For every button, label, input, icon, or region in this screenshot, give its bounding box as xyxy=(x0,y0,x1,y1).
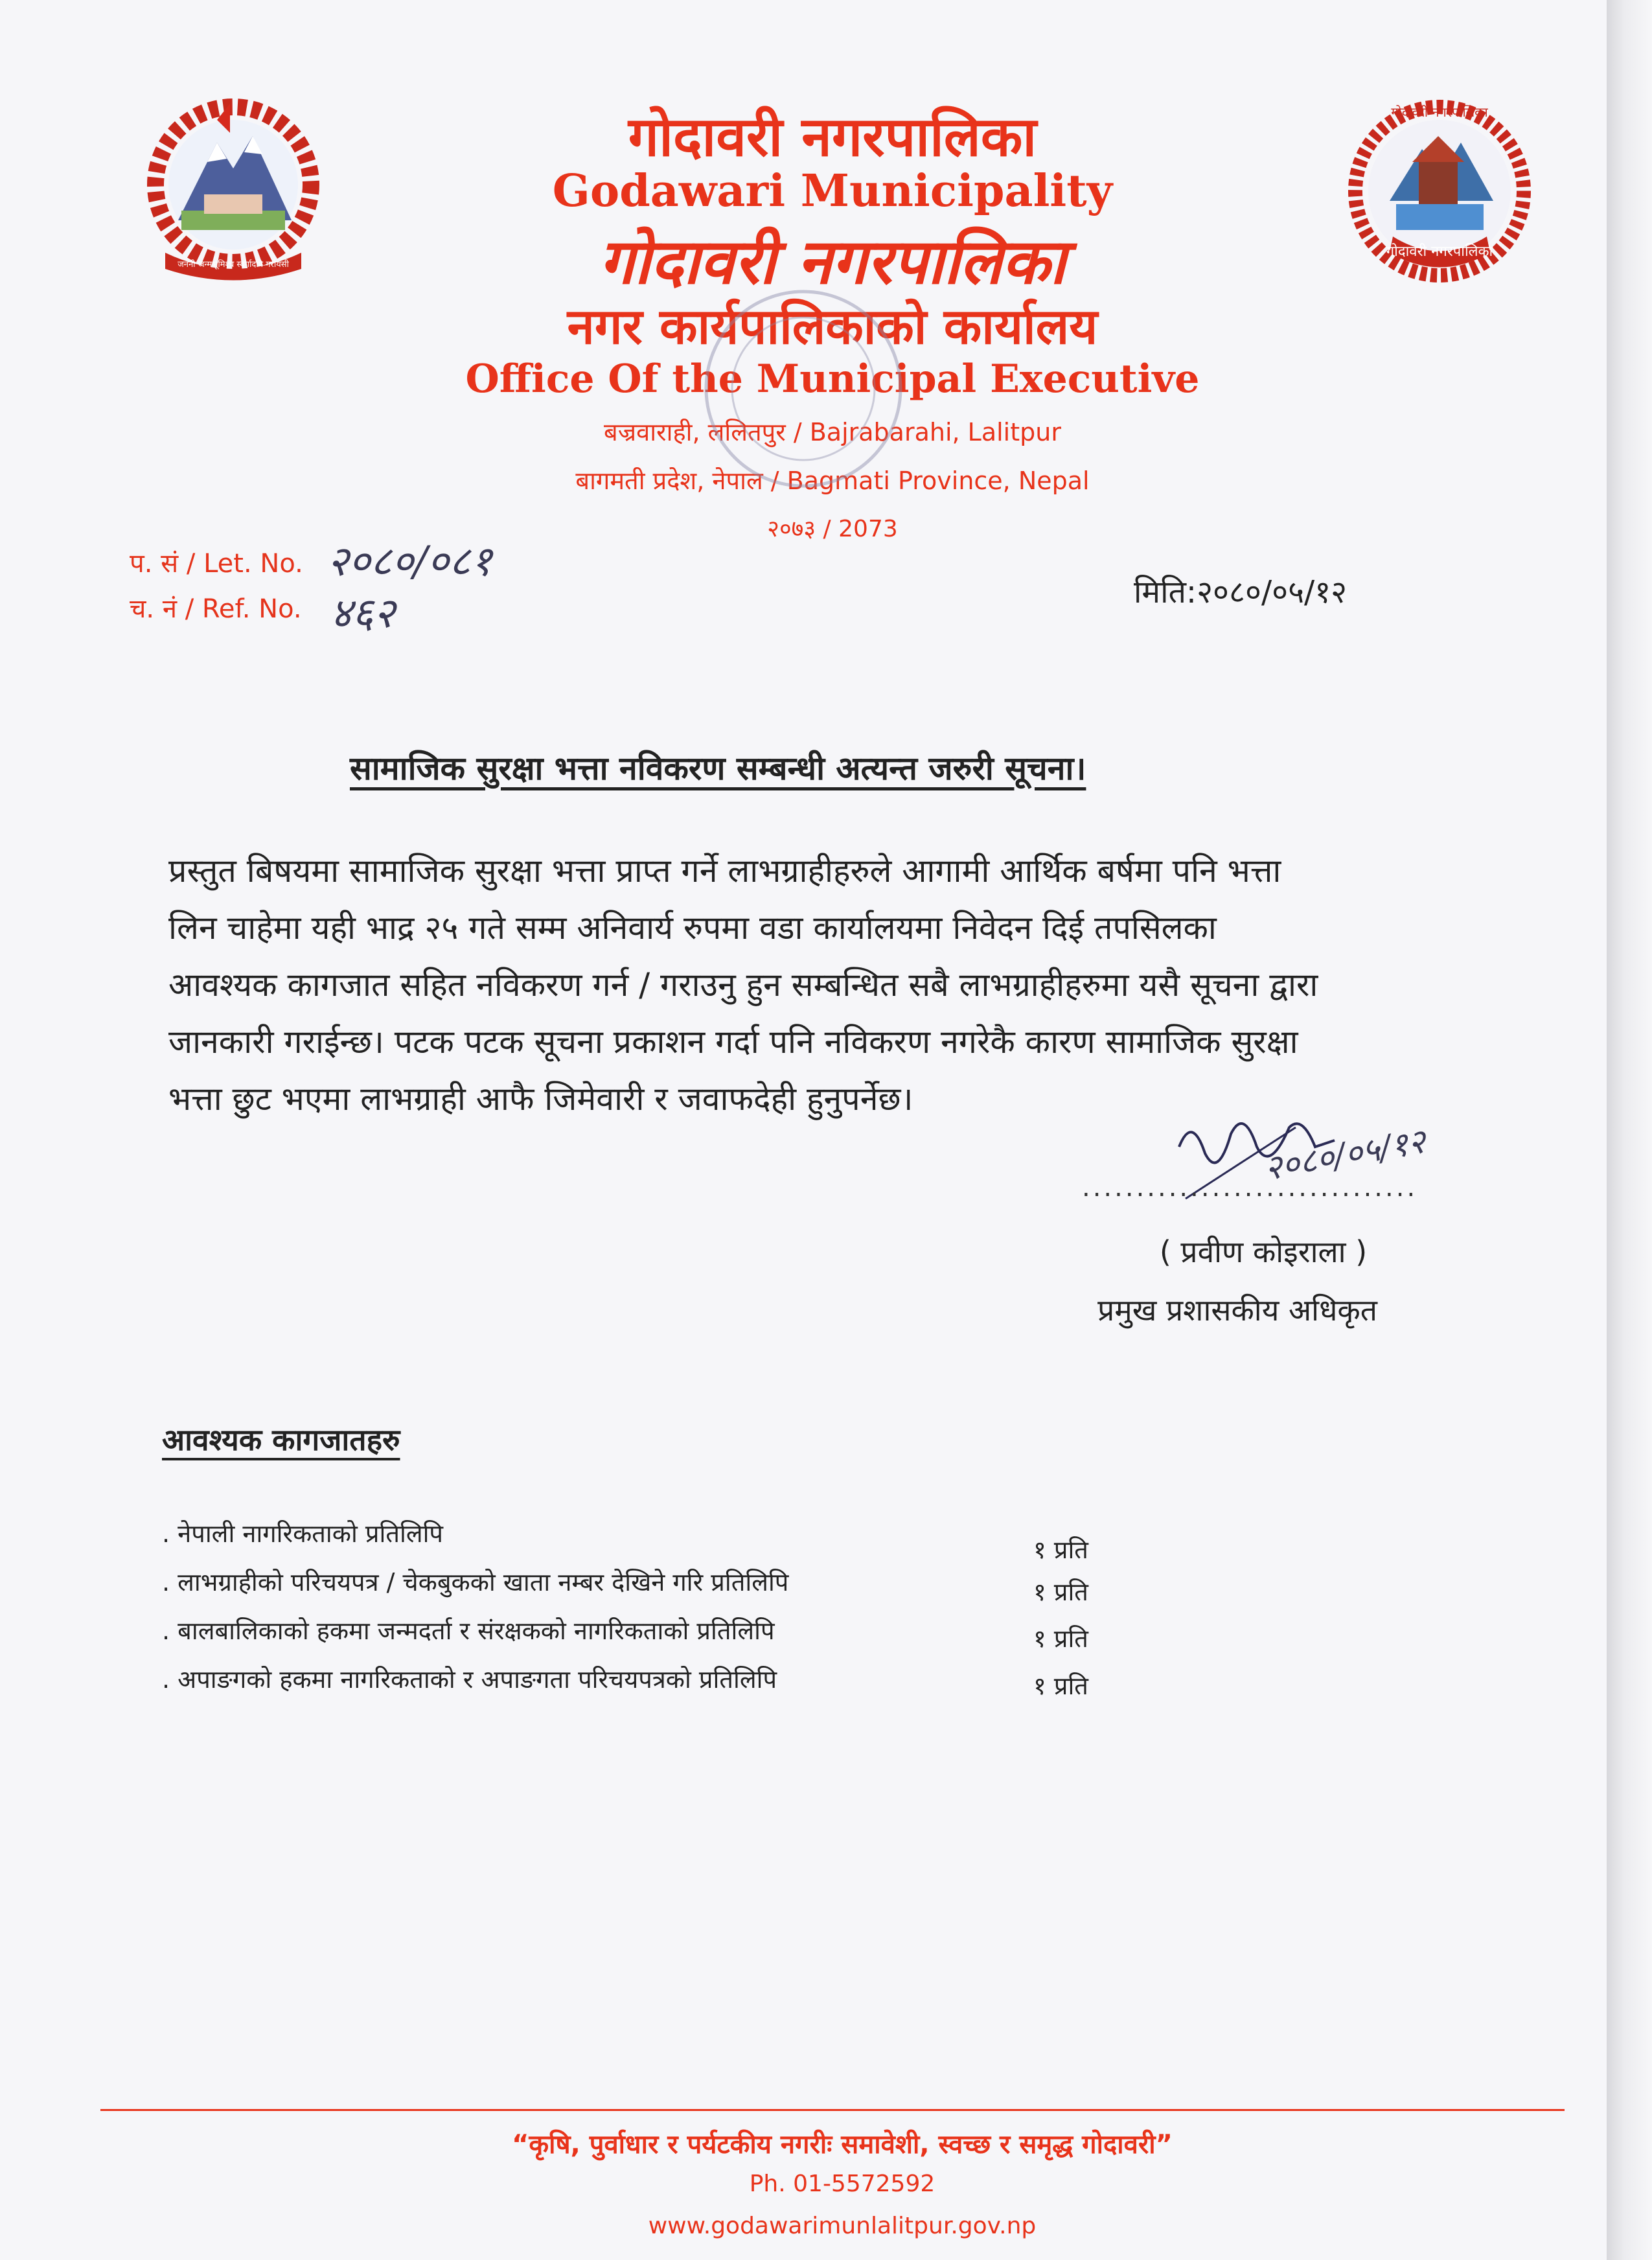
established-year: २०७३ / 2073 xyxy=(767,516,898,542)
municipality-name-np: गोदावरी नगरपालिका xyxy=(628,105,1037,168)
notice-body-line: प्रस्तुत बिषयमा सामाजिक सुरक्षा भत्ता प्राप्त गर्ने लाभग्राहीहरुले आगामी आर्थिक बर्षमा पनि भत्ता xyxy=(168,852,1281,890)
municipality-name-script: गोदावरी नगरपालिका xyxy=(599,225,1066,298)
signatory-title: प्रमुख प्रशासकीय अधिकृत xyxy=(1097,1293,1377,1328)
notice-body xyxy=(168,842,1399,1127)
footer-divider xyxy=(100,2109,1565,2111)
document-label: . लाभग्राहीको परिचयपत्र / चेकबुकको खाता नम्बर देखिने गरि प्रतिलिपि xyxy=(162,1568,789,1597)
paper-edge-shadow xyxy=(1607,0,1652,2260)
document-item xyxy=(162,1613,1199,1653)
ref-no-label: च. नं / Ref. No. xyxy=(130,594,302,624)
office-name-en: Office Of the Municipal Executive xyxy=(465,356,1200,402)
document-item xyxy=(162,1516,1199,1564)
letter-date: मिति:२०८०/०५/१२ xyxy=(1134,574,1348,610)
municipality-name-en: Godawari Municipality xyxy=(552,165,1113,217)
footer-slogan: “कृषि, पुर्वाधार र पर्यटकीय नगरीः समावेशी, स्वच्छ र समृद्ध गोदावरी” xyxy=(512,2130,1173,2160)
documents-heading: आवश्यक कागजातहरु xyxy=(162,1422,400,1457)
notice-body-line: आवश्यक कागजात सहित नविकरण गर्न / गराउनु हुन सम्बन्धित सबै लाभग्राहीहरुमा यसै सूचना द्वारा xyxy=(168,966,1318,1004)
footer-phone: Ph. 01-5572592 xyxy=(749,2171,935,2197)
document-qty: १ प्रति xyxy=(1033,1578,1088,1606)
document-item xyxy=(162,1662,1199,1700)
notice-body-line: भत्ता छुट भएमा लाभग्राही आफै जिमेवारी र जवाफदेही हुनुपर्नेछ। xyxy=(168,1080,913,1118)
document-qty: १ प्रति xyxy=(1033,1672,1088,1700)
svg-text:गोदावरी नगरपालिका: गोदावरी नगरपालिका xyxy=(1391,104,1488,120)
municipality-logo-icon xyxy=(1344,97,1535,292)
document-label: . नेपाली नागरिकताको प्रतिलिपि xyxy=(162,1519,444,1548)
ref-no-value: ४६२ xyxy=(330,590,395,638)
notice-subject: सामाजिक सुरक्षा भत्ता नविकरण सम्बन्धी अत्यन्त जरुरी सूचना। xyxy=(350,750,1086,787)
document-qty: १ प्रति xyxy=(1033,1624,1088,1653)
notice-body-line: लिन चाहेमा यही भाद्र २५ गते सम्म अनिवार्य रुपमा वडा कार्यालयमा निवेदन दिई तपसिलका xyxy=(168,909,1217,947)
signatory-name: ( प्रवीण कोइराला ) xyxy=(1159,1234,1368,1269)
svg-text:गोदावरी नगरपालिका: गोदावरी नगरपालिका xyxy=(1386,244,1493,260)
letter-no-label: प. सं / Let. No. xyxy=(130,549,303,579)
nepal-emblem-icon xyxy=(126,97,340,285)
document-label: . बालबालिकाको हकमा जन्मदर्ता र संरक्षकको नागरिकताको प्रतिलिपि xyxy=(162,1617,775,1645)
address-line-2: बागमती प्रदेश, नेपाल / Bagmati Province, Nepal xyxy=(575,467,1090,495)
address-line-1: बज्रवाराही, ललितपुर / Bajrabarahi, Lalitpur xyxy=(604,418,1061,446)
letter-no-value: २०८०/०८१ xyxy=(327,538,492,586)
document-item xyxy=(162,1565,1199,1606)
footer-website[interactable]: www.godawarimunlalitpur.gov.np xyxy=(648,2213,1037,2239)
office-stamp xyxy=(687,272,920,505)
office-name-np: नगर कार्यपालिकाको कार्यालय xyxy=(567,297,1098,355)
document-label: . अपाङगको हकमा नागरिकताको र अपाङगता परिचयपत्रको प्रतिलिपि xyxy=(162,1665,777,1694)
signature-line: ............................... xyxy=(1082,1173,1418,1203)
svg-text:जननी जन्मभूमिश्च स्वर्गादपि गर: जननी जन्मभूमिश्च स्वर्गादपि गरीयसी xyxy=(178,260,289,270)
signature-date: २०८०/०५/१२ xyxy=(1261,1122,1429,1189)
document-qty: १ प्रति xyxy=(1033,1536,1088,1564)
notice-body-line: जानकारी गराईन्छ। पटक पटक सूचना प्रकाशन गर्दा पनि नविकरण नगरेकै कारण सामाजिक सुरक्षा xyxy=(168,1023,1298,1061)
